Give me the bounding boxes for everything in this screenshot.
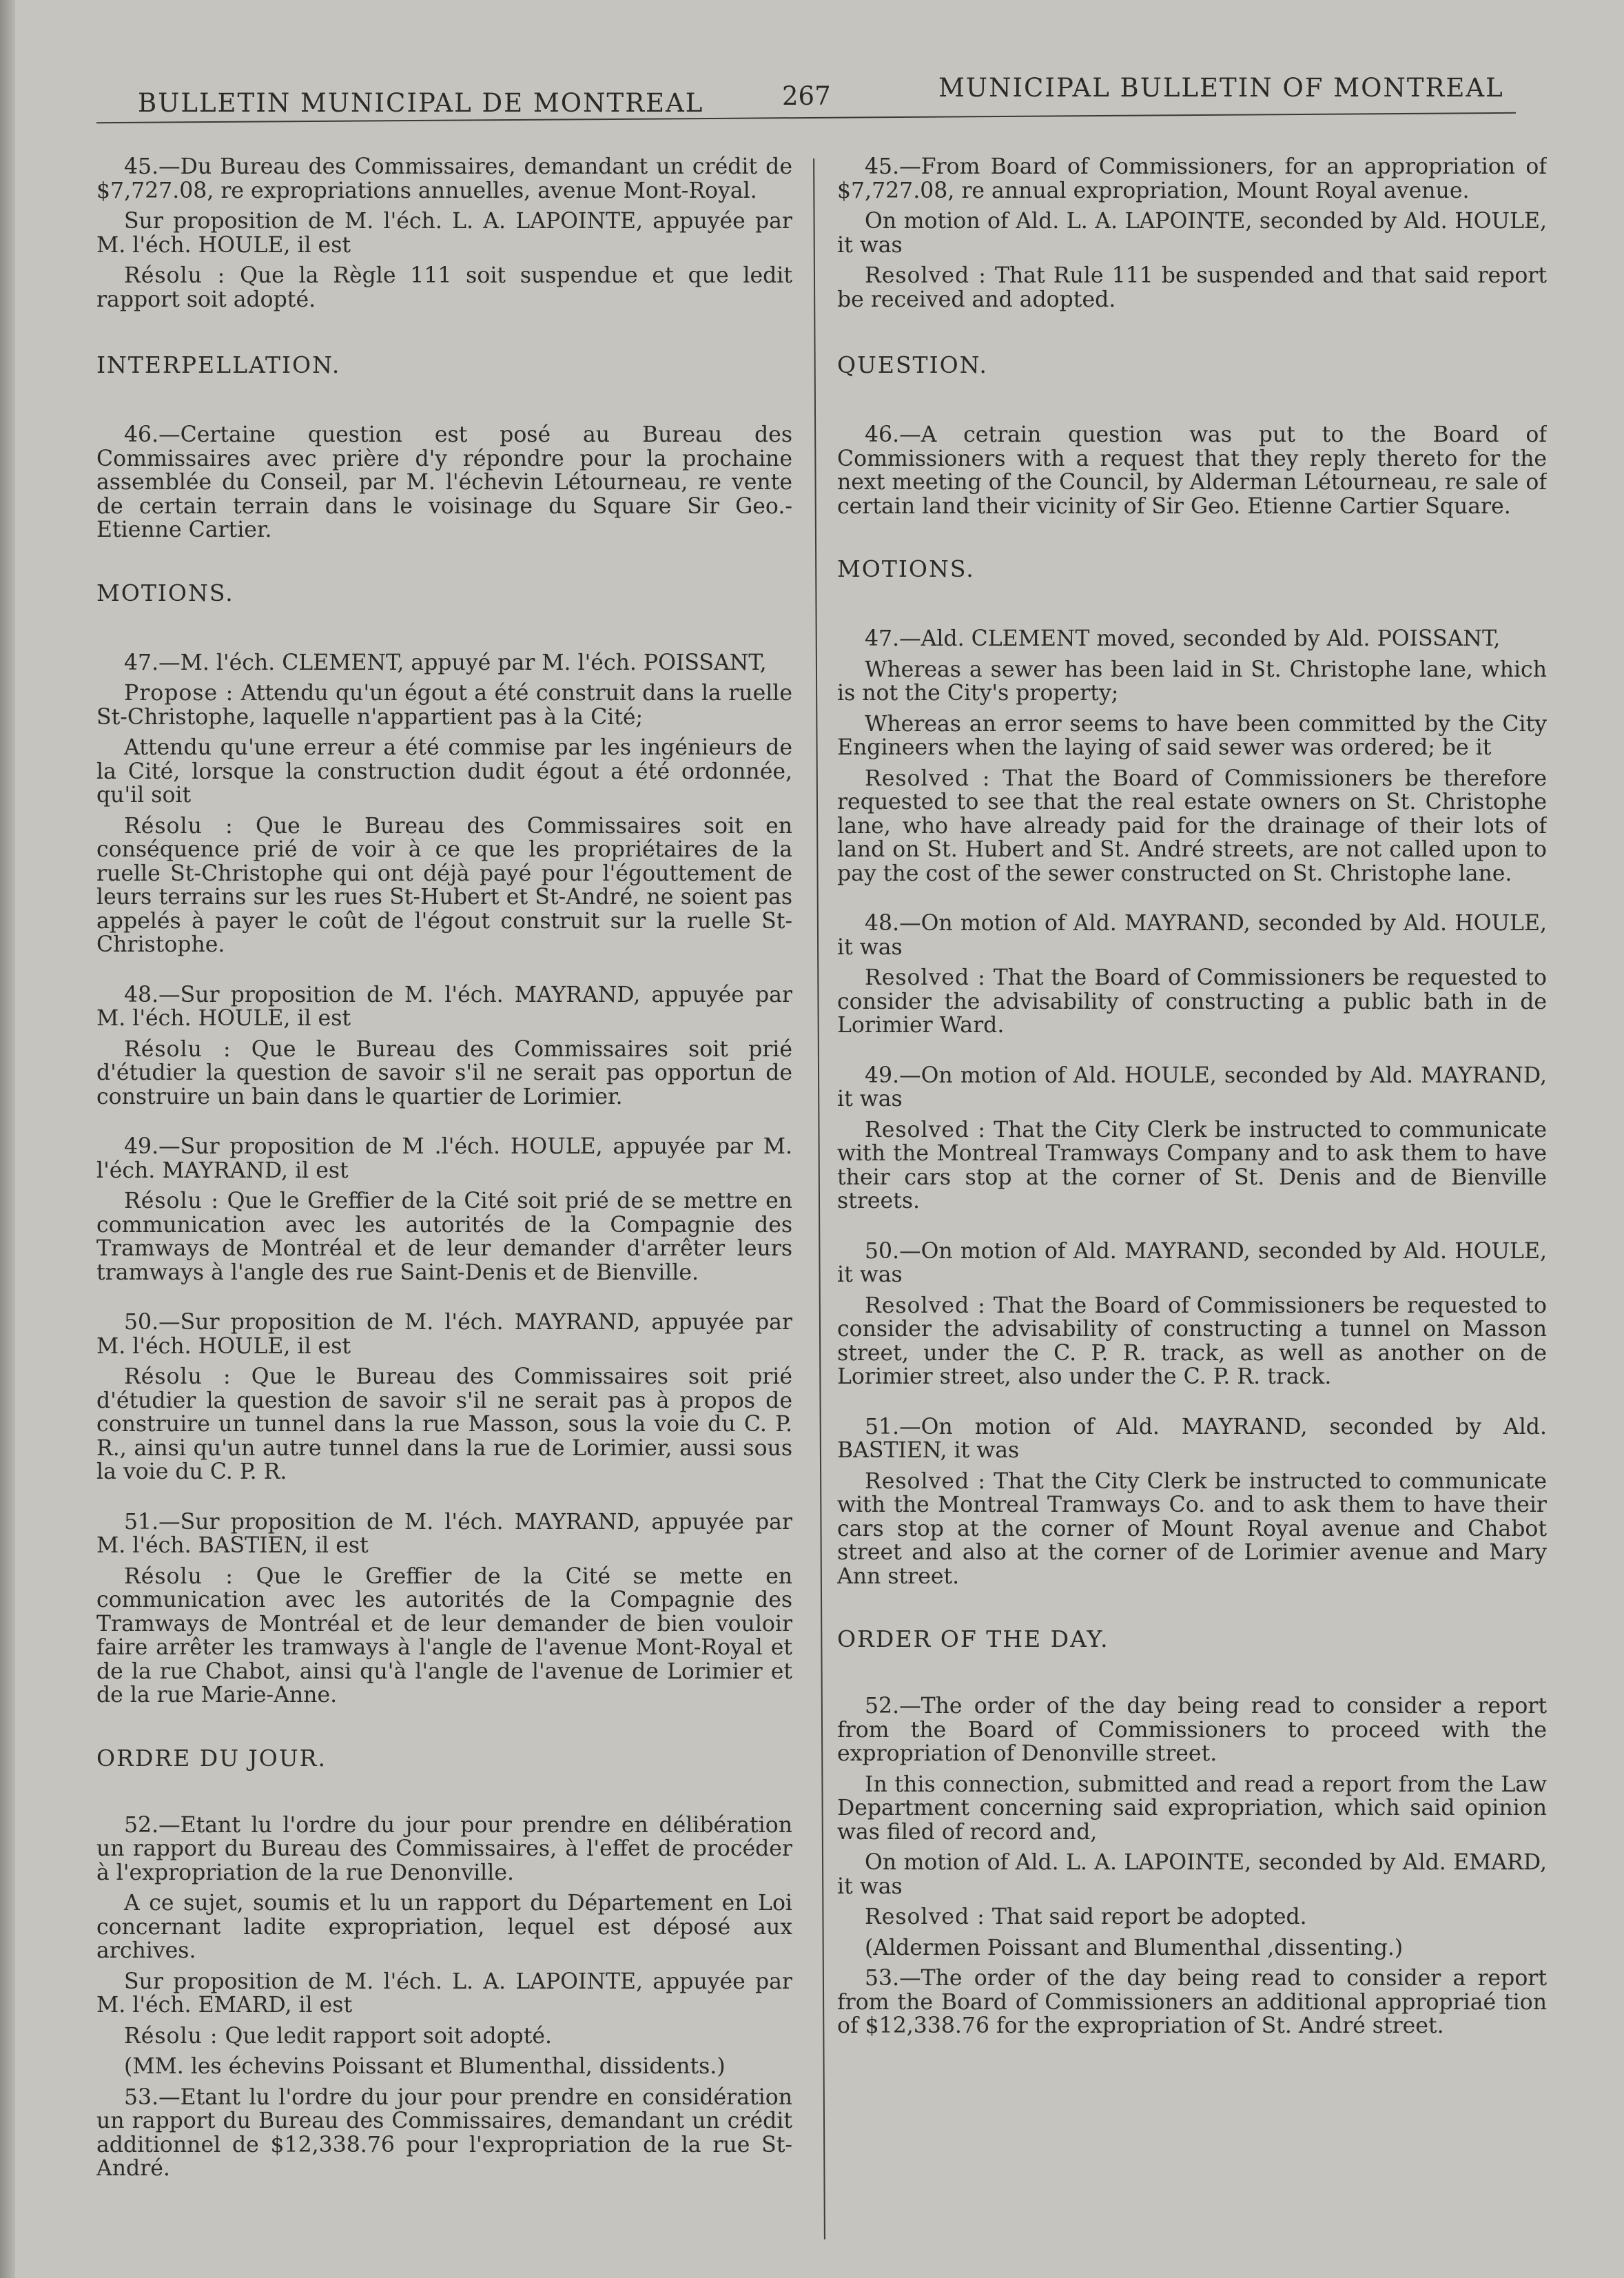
page-binding-edge (0, 0, 15, 2278)
item-46-fr: 46.—Certaine question est posé au Bureau des Commissaires avec prière d'y répondre pour la prochaine assemblée du Conseil, par M. l'échevin Létourneau, re vente de certain terrain dans le voisinage du Square Sir Geo.-Etienne Cartier. (96, 422, 792, 542)
resolved-label: Résolu : (124, 263, 226, 288)
item-47-propose-fr (96, 681, 792, 729)
item-48-resolved-en (837, 966, 1547, 1038)
item-51-en: 51.—On motion of Ald. MAYRAND, seconded by Ald. BASTIEN, it was (837, 1414, 1547, 1463)
resolved-text: That the City Clerk be instructed to communicate with the Montreal Tramways Co. and to ask them to have their cars stop at the corner of Mount Royal avenue and Chabot street and also at the corner of de Lorimier avenue and Mary Ann street. (837, 1468, 1547, 1589)
resolved-label: Resolved : (865, 1905, 985, 1929)
resolved-text: Que le Greffier de la Cité soit prié de se mettre en communication avec les autorités de la Compagnie des Tramways de Montréal et de leur demander d'arrêter leurs tramways à l'angle des rue Saint-Denis et de Bienville. (96, 1189, 792, 1285)
item-47-attendu-fr: Attendu qu'une erreur a été commise par les ingénieurs de la Cité, lorsque la construction dudit égout a été ordonnée, qu'il soit (96, 735, 792, 808)
item-51-fr: 51.—Sur proposition de M. l'éch. MAYRAND, appuyée par M. l'éch. BASTIEN, il est (96, 1509, 792, 1558)
item-47-fr: 47.—M. l'éch. CLEMENT, appuyé par M. l'éch. POISSANT, (124, 650, 767, 675)
resolved-label: Résolu : (124, 813, 234, 839)
item-47-resolved-fr (96, 814, 792, 957)
resolved-label: Resolved : (865, 1117, 986, 1142)
item-48-en: 48.—On motion of Ald. MAYRAND, seconded by Ald. HOULE, it was (837, 911, 1547, 960)
item-45-resolved-en (837, 264, 1547, 311)
item-48-fr: 48.—Sur proposition de M. l'éch. MAYRAND, appuyée par M. l'éch. HOULE, il est (96, 982, 792, 1031)
item-47-whereas1-en: Whereas a sewer has been laid in St. Christophe lane, which is not the City's property; (837, 657, 1547, 706)
resolved-label: Resolved : (865, 766, 991, 791)
section-heading-interpellation: INTERPELLATION. (96, 351, 341, 378)
resolved-label: Resolved : (865, 965, 986, 990)
resolved-text: That the Board of Commissioners be therefore requested to see that the real estate owners on St. Christophe lane, who have already paid for the drainage of their lots of land on St. Hubert and St. André streets, are not called upon to pay the cost of the sewer constructed on St. Christophe lane. (837, 766, 1547, 886)
resolved-text: Que le Greffier de la Cité se mette en communication avec les autorités de la Compagnie des Tramways de Montréal et de leur demander de bien vouloir faire arrêter les tramways à l'angle de l'avenue Mont-Royal et de la rue Chabot, ainsi qu'à l'angle de l'avenue de Lorimier et de la rue Marie-Anne. (96, 1563, 792, 1707)
item-52-resolved-en (837, 1905, 1547, 1929)
header-title-french: BULLETIN MUNICIPAL DE MONTREAL (138, 88, 704, 118)
item-52-motion-en: On motion of Ald. L. A. LAPOINTE, seconded by Ald. EMARD, it was (837, 1850, 1547, 1899)
item-47-whereas2-en: Whereas an error seems to have been committed by the City Engineers when the laying of said sewer was ordered; be it (837, 711, 1547, 760)
section-heading-motions-fr: MOTIONS. (96, 579, 234, 606)
item-52-en: 52.—The order of the day being read to consider a report from the Board of Commissioners to proceed with the expropriation of Denonville street. (837, 1694, 1547, 1766)
resolved-text: Que le Bureau des Commissaires soit en conséquence prié de voir à ce que les propriétaires de la ruelle St-Christophe qui ont déjà payé pour l'égouttement de leurs terrains sur les rues St-Hubert et St-André, ne soient pas appelés à payer le coût de l'égout construit sur la ruelle St-Christophe. (96, 813, 792, 957)
resolved-label: Résolu : (124, 1563, 234, 1589)
resolved-text: That the City Clerk be instructed to communicate with the Montreal Tramways Company and to ask them to have their cars stop at the corner of St. Denis and de Bienville streets. (837, 1117, 1547, 1213)
resolved-text: Que le Bureau des Commissaires soit prié d'étudier la question de savoir s'il ne serait pas opportun de construire un bain dans le quartier de Lorimier. (96, 1036, 792, 1109)
page-header (131, 69, 1509, 124)
resolved-label: Résolu : (124, 1036, 232, 1062)
section-heading-motions-en: MOTIONS. (837, 555, 975, 582)
column-divider (813, 158, 825, 2239)
english-column (837, 155, 1547, 2264)
resolved-label: Résolu : (124, 1364, 232, 1389)
item-49-resolved-fr (96, 1189, 792, 1284)
item-47-resolved-en (837, 767, 1547, 886)
propose-label: Propose : (124, 681, 234, 706)
page-number: 267 (782, 81, 831, 111)
item-45-motion-en: On motion of Ald. L. A. LAPOINTE, seconded by Ald. HOULE, it was (837, 209, 1547, 258)
item-53-en: 53.—The order of the day being read to consider a report from the Board of Commissioners an additional appropriaé tion of $12,338.76 for the expropriation of St. André street. (837, 1966, 1547, 2038)
resolved-text: Que la Règle 111 soit suspendue et que ledit rapport soit adopté. (96, 263, 792, 312)
item-46-en: 46.—A cetrain question was put to the Board of Commissioners with a request that they reply thereto for the next meeting of the Council, by Alderman Létourneau, re sale of certain land their vicinity of Sir Geo. Etienne Cartier Square. (837, 422, 1547, 519)
header-title-english: MUNICIPAL BULLETIN OF MONTREAL (938, 73, 1504, 103)
item-49-en: 49.—On motion of Ald. HOULE, seconded by Ald. MAYRAND, it was (837, 1063, 1547, 1111)
item-52-connection-en: In this connection, submitted and read a report from the Law Department concerning said expropriation, which said opinion was filed of record and, (837, 1772, 1547, 1845)
item-50-en: 50.—On motion of Ald. MAYRAND, seconded by Ald. HOULE, it was (837, 1238, 1547, 1287)
item-45-motion-fr: Sur proposition de M. l'éch. L. A. LAPOINTE, appuyée par M. l'éch. HOULE, il est (96, 209, 792, 258)
item-50-resolved-fr (96, 1365, 792, 1484)
item-49-resolved-en (837, 1118, 1547, 1213)
section-heading-question: QUESTION. (837, 351, 988, 378)
resolved-text: That the Board of Commissioners be requested to consider the advisability of constructing a tunnel on Masson street, under the C. P. R. track, as well as another on de Lorimier street, also under the C. P. R. track. (837, 1293, 1547, 1389)
item-50-fr: 50.—Sur proposition de M. l'éch. MAYRAND, appuyée par M. l'éch. HOULE, il est (96, 1310, 792, 1359)
resolved-text: Que ledit rapport soit adopté. (225, 2023, 553, 2049)
item-52-sujet-fr: A ce sujet, soumis et lu un rapport du Département en Loi concernant ladite expropriation, lequel est déposé aux archives. (96, 1891, 792, 1963)
item-53-fr: 53.—Etant lu l'ordre du jour pour prendre en considération un rapport du Bureau des Commissaires, demandant un crédit additionnel de $12,338.76 pour l'expropriation de la rue St-André. (96, 2084, 792, 2181)
item-49-fr: 49.—Sur proposition de M .l'éch. HOULE, appuyée par M. l'éch. MAYRAND, il est (96, 1134, 792, 1183)
resolved-text: That Rule 111 be suspended and that said report be received and adopted. (837, 263, 1547, 312)
item-50-resolved-en (837, 1294, 1547, 1389)
item-52-resolved-fr (96, 2024, 792, 2049)
french-column (96, 155, 792, 2264)
propose-text: Attendu qu'un égout a été construit dans la ruelle St-Christophe, laquelle n'appartient pas à la Cité; (96, 681, 792, 730)
resolved-label: Resolved : (865, 1468, 986, 1494)
section-heading-ordre-du-jour: ORDRE DU JOUR. (96, 1744, 327, 1772)
item-45-resolved-fr (96, 264, 792, 311)
item-48-resolved-fr (96, 1038, 792, 1109)
item-45-fr: 45.—Du Bureau des Commissaires, demandant un crédit de $7,727.08, re expropriations annuelles, avenue Mont-Royal. (96, 155, 792, 203)
item-52-motion-fr: Sur proposition de M. l'éch. L. A. LAPOINTE, appuyée par M. l'éch. EMARD, il est (96, 1969, 792, 2018)
item-45-en: 45.—From Board of Commissioners, for an appropriation of $7,727.08, re annual expropriation, Mount Royal avenue. (837, 155, 1547, 203)
item-52-dissent-fr: (MM. les échevins Poissant et Blumenthal, dissidents.) (124, 2054, 726, 2079)
resolved-label: Résolu : (124, 1189, 220, 1213)
resolved-label: Résolu : (124, 2023, 218, 2049)
item-51-resolved-en (837, 1470, 1547, 1589)
item-51-resolved-fr (96, 1565, 792, 1707)
resolved-text: That the Board of Commissioners be requested to consider the advisability of constructing a public bath in de Lorimier Ward. (837, 965, 1547, 1038)
item-47-en: 47.—Ald. CLEMENT moved, seconded by Ald. POISSANT, (865, 626, 1501, 651)
resolved-label: Resolved : (865, 263, 987, 288)
resolved-text: That said report be adopted. (991, 1905, 1307, 1929)
item-52-fr: 52.—Etant lu l'ordre du jour pour prendre en délibération un rapport du Bureau des Commissaires, à l'effet de procéder à l'expropriation de la rue Denonville. (96, 1812, 792, 1885)
item-52-dissent-en: (Aldermen Poissant and Blumenthal ,dissenting.) (865, 1935, 1404, 1960)
resolved-label: Resolved : (865, 1293, 986, 1318)
section-heading-order-of-the-day: ORDER OF THE DAY. (837, 1625, 1109, 1652)
resolved-text: Que le Bureau des Commissaires soit prié d'étudier la question de savoir s'il ne serait pas à propos de construire un tunnel dans la rue Masson, sous la voie du C. P. R., ainsi qu'un autre tunnel dans la rue de Lorimier, aussi sous la voie du C. P. R. (96, 1364, 792, 1484)
